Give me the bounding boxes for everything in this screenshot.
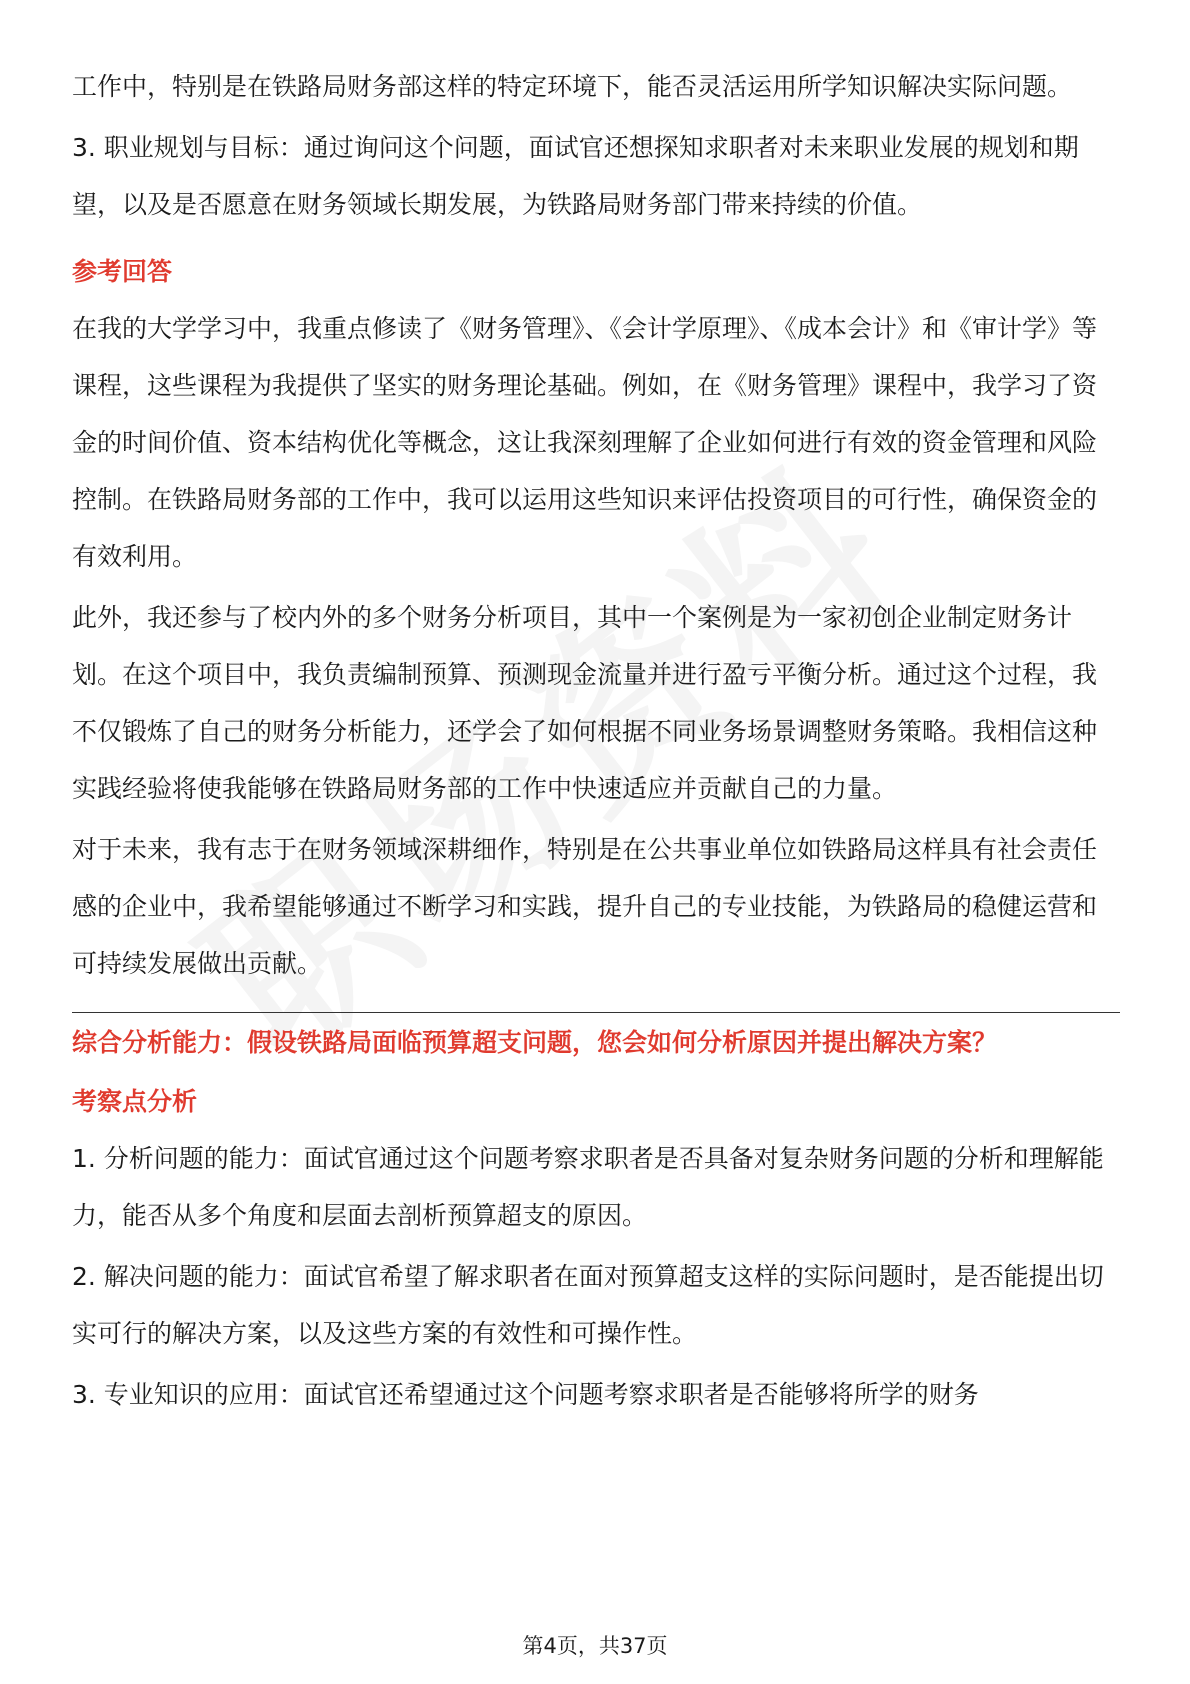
answer-paragraph-2: 此外，我还参与了校内外的多个财务分析项目，其中一个案例是为一家初创企业制定财务计划。在这个项目中，我负责编制预算、预测现金流量并进行盈亏平衡分析。通过这个过程，我不仅锻炼了自己的财务分析能力，还学会了如何根据不同业务场景调整财务策略。我相信这种实践经验将使我能够在铁路局财务部的工作中快速适应并贡献自己的力量。: [72, 603, 1098, 803]
analysis-heading: 考察点分析: [72, 1087, 198, 1116]
analysis-item-1: 1. 分析问题的能力：面试官通过这个问题考察求职者是否具备对复杂财务问题的分析和理解能力，能否从多个角度和层面去剖析预算超支的原因。: [72, 1144, 1104, 1230]
page-number: 第4页，共37页: [522, 1634, 668, 1658]
reference-answer-heading: 参考回答: [72, 257, 173, 286]
list-item-career-planning: 3. 职业规划与目标：通过询问这个问题，面试官还想探知求职者对未来职业发展的规划和期望，以及是否愿意在财务领域长期发展，为铁路局财务部门带来持续的价值。: [72, 133, 1079, 219]
section-divider: [72, 1012, 1120, 1013]
question-title: 综合分析能力：假设铁路局面临预算超支问题，您会如何分析原因并提出解决方案？: [72, 1028, 998, 1057]
answer-paragraph-1: 在我的大学学习中，我重点修读了《财务管理》、《会计学原理》、《成本会计》和《审计学》等课程，这些课程为我提供了坚实的财务理论基础。例如，在《财务管理》课程中，我学习了资金的时间价值、资本结构优化等概念，这让我深刻理解了企业如何进行有效的资金管理和风险控制。在铁路局财务部的工作中，我可以运用这些知识来评估投资项目的可行性，确保资金的有效利用。: [72, 314, 1098, 571]
analysis-item-3: 3. 专业知识的应用：面试官还希望通过这个问题考察求职者是否能够将所学的财务: [72, 1380, 979, 1409]
continued-paragraph: 工作中，特别是在铁路局财务部这样的特定环境下，能否灵活运用所学知识解决实际问题。: [72, 72, 1073, 101]
answer-paragraph-3: 对于未来，我有志于在财务领域深耕细作，特别是在公共事业单位如铁路局这样具有社会责任感的企业中，我希望能够通过不断学习和实践，提升自己的专业技能，为铁路局的稳健运营和可持续发展做出贡献。: [72, 835, 1098, 978]
analysis-item-2: 2. 解决问题的能力：面试官希望了解求职者在面对预算超支这样的实际问题时，是否能提出切实可行的解决方案，以及这些方案的有效性和可操作性。: [72, 1262, 1104, 1348]
page-content: [72, 58, 1120, 1427]
